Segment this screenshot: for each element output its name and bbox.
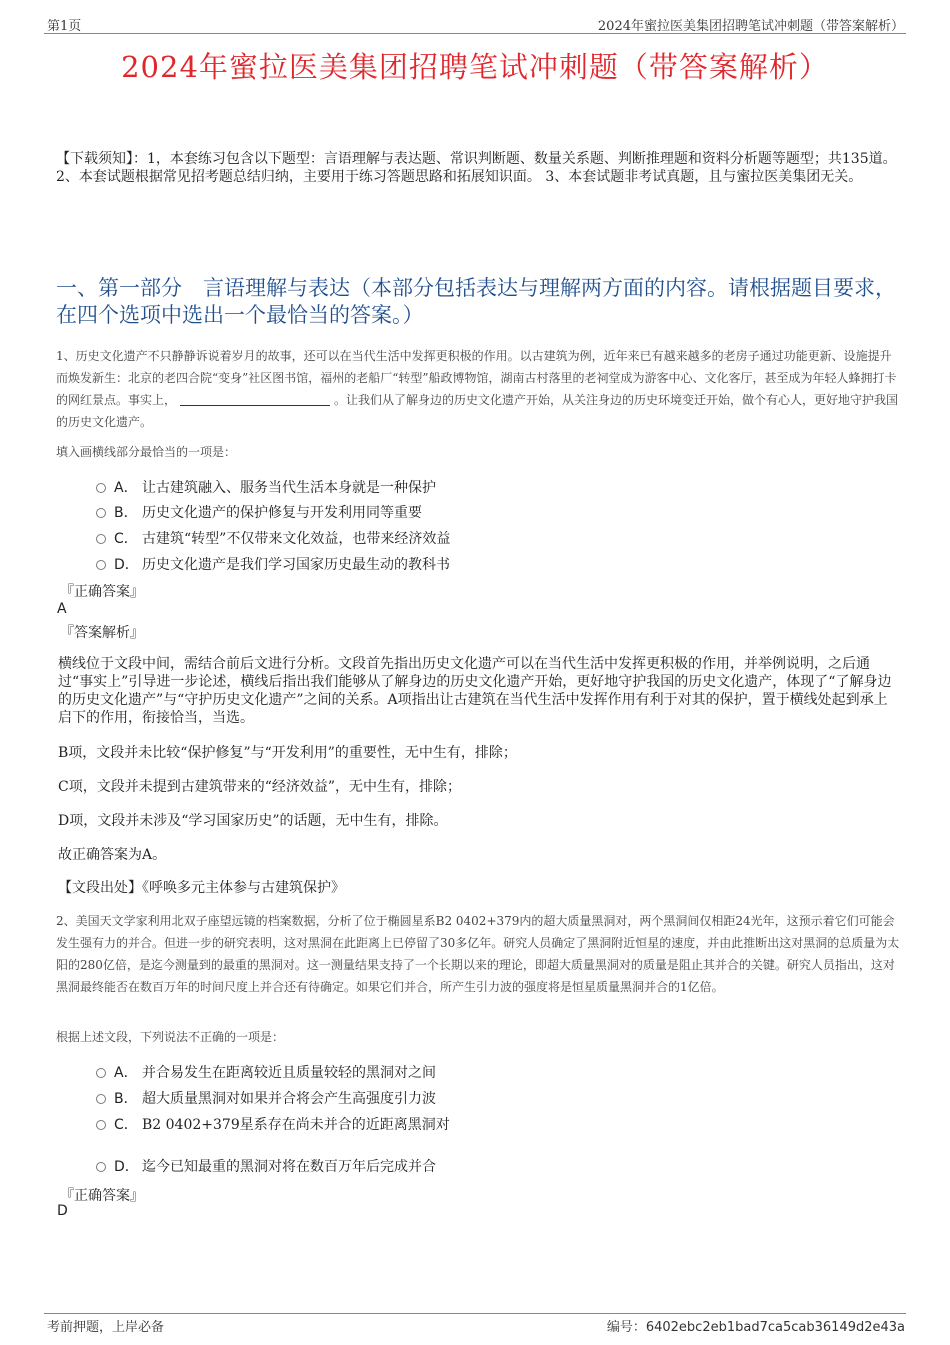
question-1-option-a[interactable]: A． 让古建筑融入、服务当代生活本身就是一种保护: [96, 477, 436, 497]
question-2-text: 2、美国天文学家利用北双子座望远镜的档案数据，分析了位于椭圆星系B2 0402+379内的超大质量黑洞对，两个黑洞间仅相距24光年，这预示着它们可能会发生强有力的并合。但进一步的研究表明，这对黑洞在此距离上已停留了30多亿年。研究人员确定了黑洞附近恒星的速度，并由此推断出这对黑洞的总质量为太阳的280亿倍，是迄今测量到的最重的黑洞对。这一测量结果支持了一个长期以来的理论，即超大质量黑洞对的质量是阻止其并合的关键。研究人员指出，这对黑洞最终能否在数百万年的时间尺度上并合还有待确定。如果它们并合，所产生引力波的强度将是恒星质量黑洞并合的1亿倍。: [56, 914, 900, 994]
question-1-analysis-main: 横线位于文段中间，需结合前后文进行分析。文段首先指出历史文化遗产可以在当代生活中发挥更积极的作用，并举例说明，之后通过“事实上”引导进一步论述，横线后指出我们能够从了解身边的历史文化遗产开始，更好地守护我国的历史文化遗产，体现了“了解身边的历史文化遗产”与“守护历史文化遗产”之间的关系。A项指出让古建筑在当代生活中发挥作用有利于对其的保护，置于横线处起到承上启下的作用，衔接恰当，当选。: [58, 656, 892, 726]
question-1-analysis-label: 『答案解析』: [60, 625, 144, 641]
question-1-answer: A: [57, 601, 67, 617]
question-1-analysis-c: C项，文段并未提到古建筑带来的“经济效益”，无中生有，排除；: [58, 779, 462, 795]
header-divider: [44, 33, 906, 34]
question-1-option-d[interactable]: D． 历史文化遗产是我们学习国家历史最生动的教科书: [96, 554, 450, 574]
radio-icon[interactable]: [96, 483, 106, 493]
question-2-option-a[interactable]: A． 并合易发生在距离较近且质量较轻的黑洞对之间: [96, 1062, 436, 1082]
question-1-analysis-b: B项，文段并未比较“保护修复”与“开发利用”的重要性，无中生有，排除；: [58, 745, 517, 761]
question-2-option-b[interactable]: B． 超大质量黑洞对如果并合将会产生高强度引力波: [96, 1088, 436, 1108]
download-notice: 【下载须知】：1，本套练习包含以下题型：言语理解与表达题、常识判断题、数量关系题、判断推理题和资料分析题等题型；共135道。 2、本套试题根据常见招考题总结归纳，主要用于练习答题思路和拓展知识面。 3、本套试题非考试真题，且与蜜拉医美集团无关。: [56, 151, 897, 185]
question-1-option-b[interactable]: B． 历史文化遗产的保护修复与开发利用同等重要: [96, 502, 422, 522]
radio-icon[interactable]: [96, 534, 106, 544]
question-2-answer-label: 『正确答案』: [60, 1188, 144, 1204]
question-2-answer: D: [57, 1203, 68, 1219]
question-1-analysis-d: D项，文段并未涉及“学习国家历史”的话题，无中生有，排除。: [58, 813, 448, 829]
question-1-option-c[interactable]: C． 古建筑“转型”不仅带来文化效益，也带来经济效益: [96, 528, 450, 548]
question-1-text-before: 1、历史文化遗产不只静静诉说着岁月的故事，还可以在当代生活中发挥更积极的作用。以古建筑为例，近年来已有越来越多的老房子通过功能更新、设施提升而焕发新生：北京的老四合院“变身”社区图书馆，福州的老船厂“转型”船政博物馆，湖南古村落里的老祠堂成为游客中心、文化客厅，甚至成为年轻人蜂拥打卡的网红景点。事实上，: [56, 349, 897, 407]
footer-code-label: 编号：: [606, 1320, 646, 1335]
question-1-conclusion: 故正确答案为A。: [58, 847, 167, 863]
footer-code: [607, 1316, 905, 1335]
question-1-answer-label: 『正确答案』: [60, 584, 144, 600]
question-1-text-after: 。让我们从了解身边的历史文化遗产开始，从关注身边的历史环境变迁开始，做个有心人，更好地守护我国的历史文化遗产。: [56, 393, 899, 429]
radio-icon[interactable]: [96, 508, 106, 518]
radio-icon[interactable]: [96, 1068, 106, 1078]
section-heading: 一、第一部分 言语理解与表达（本部分包括表达与理解两方面的内容。请根据题目要求，在四个选项中选出一个最恰当的答案。）: [56, 276, 896, 327]
radio-icon[interactable]: [96, 1162, 106, 1172]
fill-blank-line: [180, 393, 330, 406]
question-2-option-c[interactable]: C． B2 0402+379星系存在尚未并合的近距离黑洞对: [96, 1114, 450, 1134]
question-1-prompt: 填入画横线部分最恰当的一项是：: [56, 445, 237, 459]
radio-icon[interactable]: [96, 1120, 106, 1130]
radio-icon[interactable]: [96, 1094, 106, 1104]
document-title: 2024年蜜拉医美集团招聘笔试冲刺题（带答案解析）: [121, 50, 829, 84]
question-2-option-d[interactable]: D． 迄今已知最重的黑洞对将在数百万年后完成并合: [96, 1156, 436, 1176]
radio-icon[interactable]: [96, 560, 106, 570]
question-1-text: [56, 345, 902, 433]
running-header-title: 2024年蜜拉医美集团招聘笔试冲刺题（带答案解析）: [597, 19, 904, 34]
footer-slogan: 考前押题，上岸必备: [47, 1320, 165, 1335]
footer-divider: [44, 1313, 906, 1314]
footer-code-value: 6402ebc2eb1bad7ca5cab36149d2e43a: [645, 1320, 905, 1335]
question-2-prompt: 根据上述文段，下列说法不正确的一项是：: [56, 1030, 285, 1044]
question-1-source: 【文段出处】《呼唤多元主体参与古建筑保护》: [58, 880, 345, 896]
page-number: 第1页: [47, 19, 82, 34]
